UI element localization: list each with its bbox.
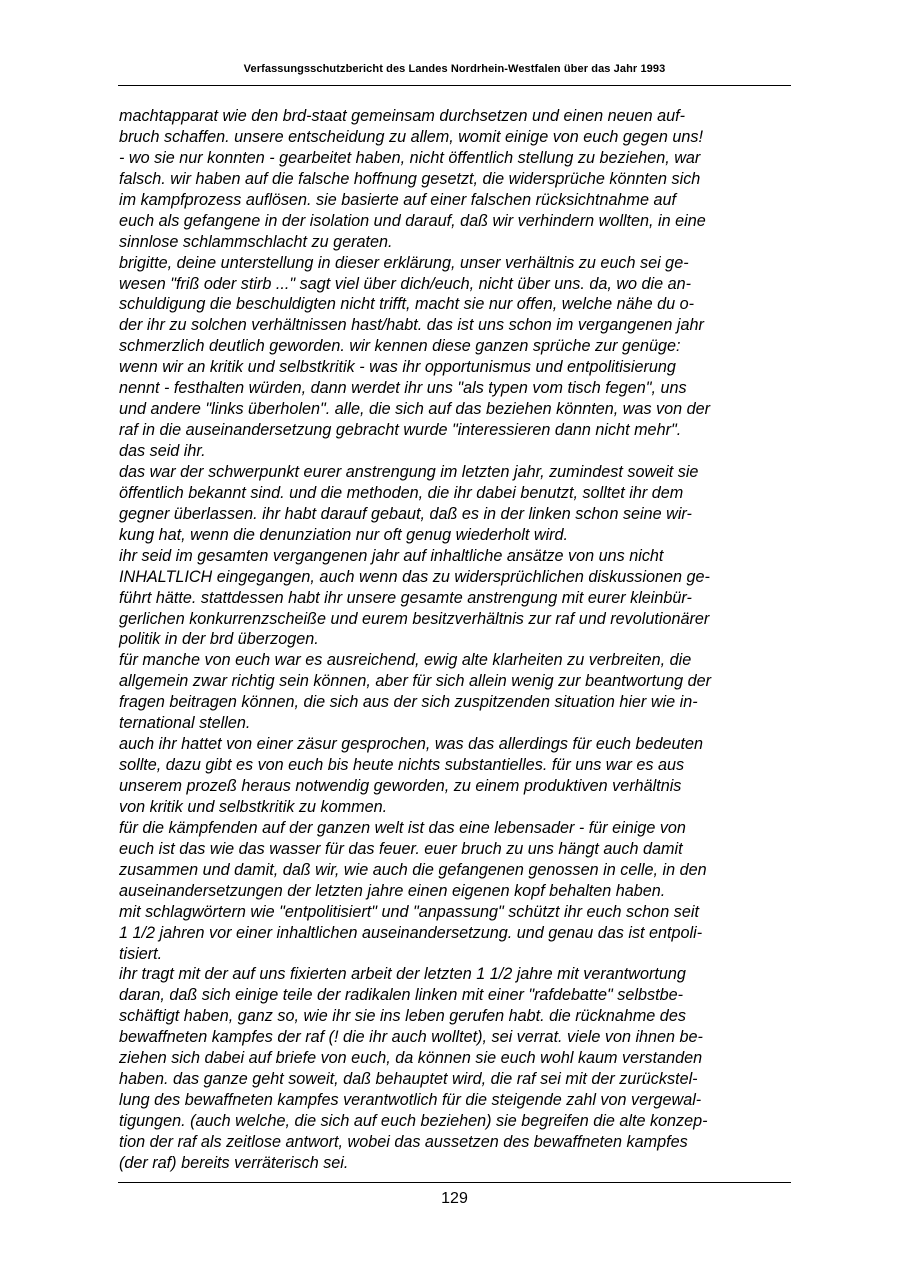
text-line: gegner überlassen. ihr habt darauf gebaut, daß es in der linken schon seine wir- — [119, 504, 692, 523]
text-line: tion der raf als zeitlose antwort, wobei das aussetzen des bewaffneten kampfes — [119, 1132, 688, 1151]
text-line: falsch. wir haben auf die falsche hoffnung gesetzt, die widersprüche könnten sich — [119, 169, 701, 188]
text-line: sollte, dazu gibt es von euch bis heute nichts substantielles. für uns war es aus — [119, 756, 685, 775]
text-line: das seid ihr. — [119, 442, 206, 460]
text-line: schäftigt haben, ganz so, wie ihr sie ins leben gerufen habt. die rücknahme des — [119, 1007, 686, 1026]
text-line: für manche von euch war es ausreichend, ewig alte klarheiten zu verbreiten, die — [119, 651, 692, 670]
text-line: das war der schwerpunkt eurer anstrengung im letzten jahr, zumindest soweit sie — [119, 462, 699, 481]
text-line: für die kämpfenden auf der ganzen welt ist das eine lebensader - für einige von — [119, 818, 686, 837]
text-line: schuldigung die beschuldigten nicht trifft, macht sie nur offen, welche nähe du o- — [119, 295, 695, 314]
text-line: bewaffneten kampfes der raf (! die ihr auch wolltet), sei verrat. viele von ihnen be- — [119, 1028, 703, 1047]
text-line: haben. das ganze geht soweit, daß behauptet wird, die raf sei mit der zurückstel- — [119, 1070, 698, 1089]
text-line: ternational stellen. — [119, 714, 251, 733]
text-line: unserem prozeß heraus notwendig geworden, zu einem produktiven verhältnis — [119, 777, 682, 795]
text-line: und andere "links überholen". alle, die sich auf das beziehen könnten, was von der — [119, 400, 711, 419]
text-line: der ihr zu solchen verhältnissen hast/habt. das ist uns schon im vergangenen jahr — [119, 316, 704, 335]
text-line: mit schlagwörtern wie "entpolitisiert" und "anpassung" schützt ihr euch schon seit — [119, 902, 699, 921]
text-line: tisiert. — [119, 944, 163, 963]
text-line: gerlichen konkurrenzscheiße und eurem besitzverhältnis zur raf und revolutionärer — [119, 609, 710, 628]
text-line: wenn wir an kritik und selbstkritik - was ihr opportunismus und entpolitisierung — [119, 358, 676, 377]
text-line: tigungen. (auch welche, die sich auf euch beziehen) sie begreifen die alte konzep- — [119, 1112, 708, 1130]
text-line: fragen beitragen können, die sich aus der sich zuspitzenden situation hier wie in- — [119, 693, 698, 712]
text-line: auseinandersetzungen der letzten jahre einen eigenen kopf behalten haben. — [119, 881, 666, 900]
text-line: - wo sie nur konnten - gearbeitet haben, nicht öffentlich stellung zu beziehen, war — [119, 148, 701, 167]
text-line: ziehen sich dabei auf briefe von euch, da können sie euch wohl kaum verstanden — [119, 1049, 703, 1068]
text-line: sinnlose schlammschlacht zu geraten. — [119, 232, 393, 251]
text-line: wesen "friß oder stirb ..." sagt viel über dich/euch, nicht über uns. da, wo die an- — [119, 274, 692, 293]
text-line: nennt - festhalten würden, dann werdet ihr uns "als typen vom tisch fegen", uns — [119, 379, 687, 398]
text-line: schmerzlich deutlich geworden. wir kennen diese ganzen sprüche zur genüge: — [119, 337, 681, 356]
text-line: 1 1/2 jahren vor einer inhaltlichen auseinandersetzung. und genau das ist entpoli- — [119, 923, 703, 942]
header-rule — [118, 85, 791, 86]
text-line: von kritik und selbstkritik zu kommen. — [119, 797, 388, 816]
text-line: allgemein zwar richtig sein können, aber für sich allein wenig zur beantwortung der — [119, 672, 712, 691]
text-line: ihr seid im gesamten vergangenen jahr auf inhaltliche ansätze von uns nicht — [119, 546, 664, 565]
text-line: ihr tragt mit der auf uns fixierten arbeit der letzten 1 1/2 jahre mit verantwortung — [119, 965, 686, 984]
text-line: auch ihr hattet von einer zäsur gesprochen, was das allerdings für euch bedeuten — [119, 735, 704, 754]
text-line: bruch schaffen. unsere entscheidung zu allem, womit einige von euch gegen uns! — [119, 127, 704, 146]
text-line: lung des bewaffneten kampfes verantwotlich für die steigende zahl von vergewal- — [119, 1091, 702, 1110]
page-number: 129 — [441, 1190, 468, 1207]
body-text — [119, 106, 799, 1174]
text-line: raf in die auseinandersetzung gebracht wurde "interessieren dann nicht mehr". — [119, 421, 682, 440]
text-line: öffentlich bekannt sind. und die methoden, die ihr dabei benutzt, solltet ihr dem — [119, 483, 684, 502]
text-line: führt hätte. stattdessen habt ihr unsere gesamte anstrengung mit eurer kleinbür- — [119, 588, 692, 607]
text-line: INHALTLICH eingegangen, auch wenn das zu widersprüchlichen diskussionen ge- — [119, 567, 710, 586]
running-header: Verfassungsschutzbericht des Landes Nordrhein-Westfalen über das Jahr 1993 — [243, 63, 666, 75]
text-line: machtapparat wie den brd-staat gemeinsam durchsetzen und einen neuen auf- — [119, 107, 686, 125]
text-line: daran, daß sich einige teile der radikalen linken mit einer "rafdebatte" selbstbe- — [119, 986, 683, 1005]
text-line: euch ist das wie das wasser für das feuer. euer bruch zu uns hängt auch damit — [119, 839, 683, 858]
text-line: (der raf) bereits verräterisch sei. — [119, 1153, 349, 1172]
text-line: zusammen und damit, daß wir, wie auch die gefangenen genossen in celle, in den — [119, 860, 707, 879]
text-line: kung hat, wenn die denunziation nur oft genug wiederholt wird. — [119, 525, 569, 544]
text-line: brigitte, deine unterstellung in dieser erklärung, unser verhältnis zu euch sei ge- — [119, 253, 689, 272]
footer-rule — [118, 1182, 791, 1183]
text-line: euch als gefangene in der isolation und darauf, daß wir verhindern wollten, in eine — [119, 211, 706, 230]
text-line: im kampfprozess auflösen. sie basierte auf einer falschen rücksichtnahme auf — [119, 190, 676, 209]
text-line: politik in der brd überzogen. — [119, 630, 319, 649]
